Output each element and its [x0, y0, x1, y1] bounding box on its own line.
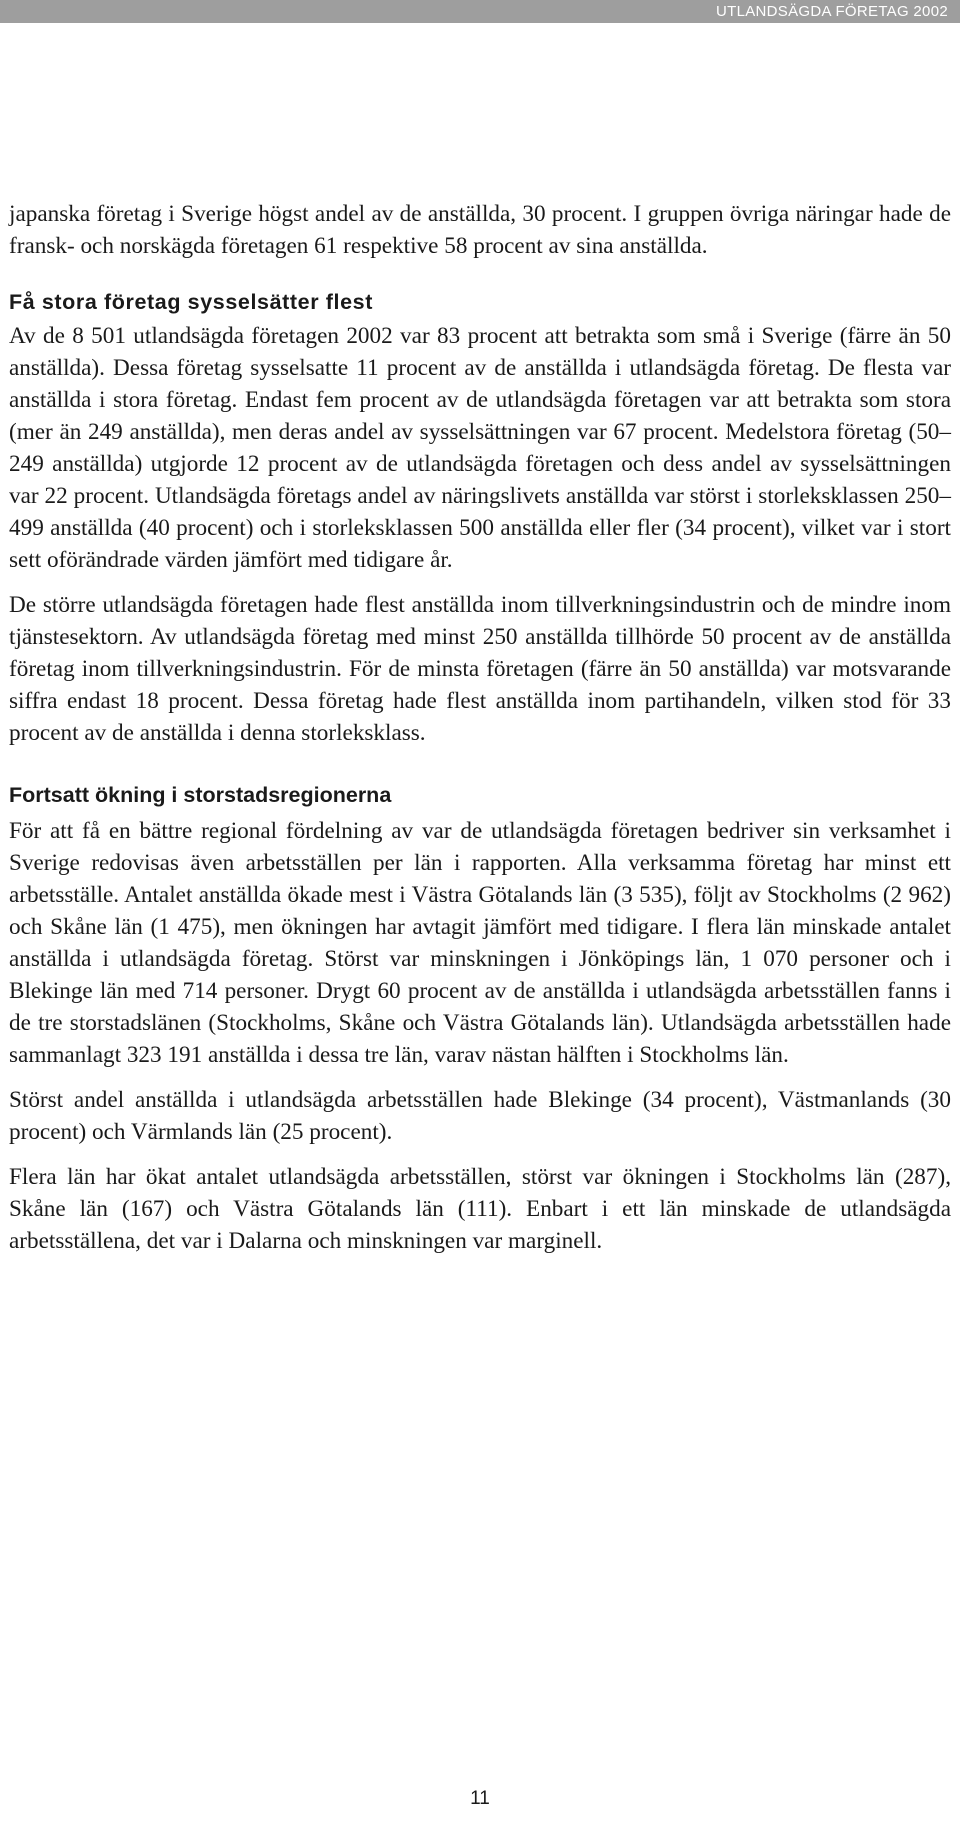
section1-paragraph-2: De större utlandsägda företagen hade flest anställda inom tillverkningsindustrin och de mindre inom tjänstesektorn. Av utlandsägda företag med minst 250 anställda tillhörde 50 procent av de anställda företag inom tillverkningsindustrin. För de minsta företagen (färre än 50 anställda) var motsvarande siffra endast 18 procent. Dessa företag hade flest anställda inom partihandeln, vilken stod för 33 procent av de anställda i denna storleksklass.	[9, 592, 951, 746]
section2-paragraph-3: Flera län har ökat antalet utlandsägda arbetsställen, störst var ökningen i Stockholms län (287), Skåne län (167) och Västra Götalands län (111). Enbart i ett län minskade de utlandsägda arbetsställena, det var i Dalarna och minskningen var marginell.	[9, 1164, 951, 1254]
page-body	[9, 198, 951, 1257]
section-heading-small-companies: Få stora företag sysselsätter flest	[9, 290, 373, 314]
section-heading-metro-regions: Fortsatt ökning i storstadsregionerna	[9, 783, 392, 807]
page-number: 11	[470, 1788, 490, 1809]
section2-paragraph-2: Störst andel anställda i utlandsägda arbetsställen hade Blekinge (34 procent), Västmanlands (30 procent) och Värmlands län (25 procent).	[9, 1087, 951, 1145]
intro-paragraph: japanska företag i Sverige högst andel av de anställda, 30 procent. I gruppen övriga näringar hade de fransk- och norskägda företagen 61 respektive 58 procent av sina anställda.	[9, 201, 951, 259]
header-title: UTLANDSÄGDA FÖRETAG 2002	[716, 3, 948, 20]
running-header	[0, 0, 960, 23]
section2-paragraph-1: För att få en bättre regional fördelning av var de utlandsägda företagen bedriver sin verksamhet i Sverige redovisas även arbetsställen per län i rapporten. Alla verksamma företag har minst ett arbetsställe. Antalet anställda ökade mest i Västra Götalands län (3 535), följt av Stockholms (2 962) och Skåne län (1 475), men ökningen har avtagit jämfört med tidigare. I flera län minskade antalet anställda i utlandsägda företag. Störst var minskningen i Jönköpings län, 1 070 personer och i Blekinge län med 714 personer. Drygt 60 procent av de anställda i utlandsägda arbetsställen fanns i de tre storstadslänen (Stockholms, Skåne och Västra Götalands län). Utlandsägda arbetsställen hade sammanlagt 323 191 anställda i dessa tre län, varav nästan hälften i Stockholms län.	[9, 818, 951, 1068]
section1-paragraph-1: Av de 8 501 utlandsägda företagen 2002 var 83 procent att betrakta som små i Sverige (färre än 50 anställda). Dessa företag sysselsatte 11 procent av de anställda i utlandsägda företag. De flesta var anställda i stora företag. Endast fem procent av de utlandsägda företagen var att betrakta som stora (mer än 249 anställda), men deras andel av sysselsättningen var 67 procent. Medelstora företag (50–249 anställda) utgjorde 12 procent av de utlandsägda företagen och dess andel av sysselsättningen var 22 procent. Utlandsägda företags andel av näringslivets anställda var störst i storleksklassen 250–499 anställda (40 procent) och i storleksklassen 500 anställda eller fler (34 procent), vilket var i stort sett oförändrade värden jämfört med tidigare år.	[9, 323, 951, 573]
